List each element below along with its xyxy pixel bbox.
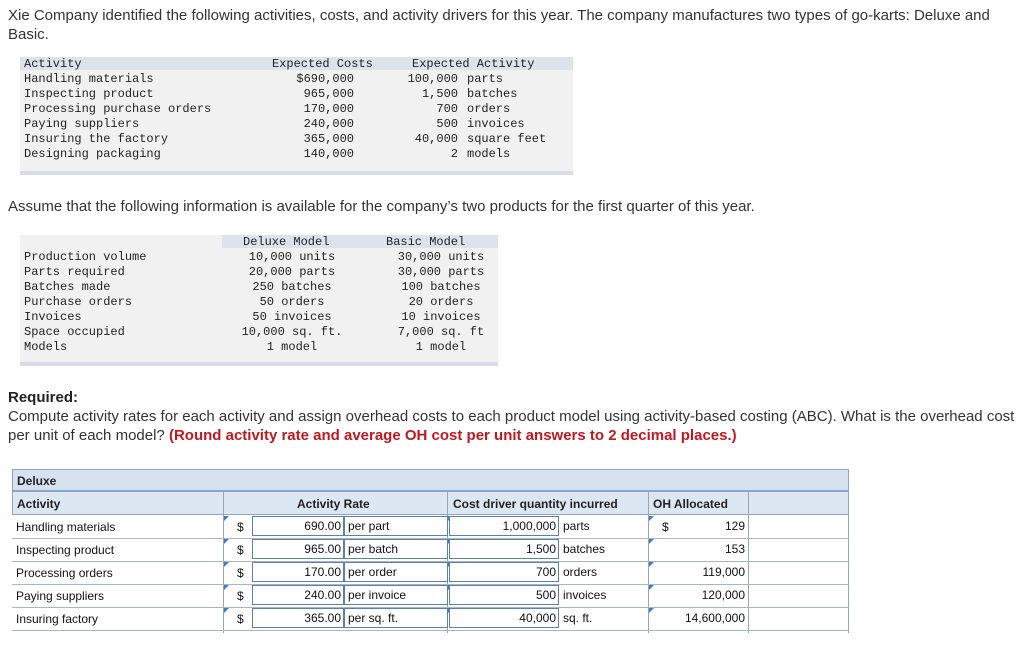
input-flag [224, 608, 229, 613]
deluxe-value: 50 orders [259, 295, 325, 309]
assume-text: Assume that the following information is available for the company’s two products for the first quarter of this year. [8, 198, 755, 215]
deluxe-value: 50 invoices [252, 310, 332, 324]
activity-rate-input[interactable]: 240.00 [252, 585, 344, 605]
basic-value: 30,000 parts [397, 265, 485, 279]
grid-divider [848, 491, 849, 633]
required-body: Compute activity rates for each activity and assign overhead costs to each product model using activity-based costing (ABC). What is the overhead cost per unit of each model? [8, 408, 1015, 444]
dollar-sign: $ [237, 566, 244, 580]
oh-allocated-input[interactable]: 120,000 [701, 588, 745, 602]
required-text [8, 407, 1018, 445]
activity-name: Paying suppliers [24, 117, 140, 131]
product-row-label: Production volume [24, 250, 147, 264]
expected-cost: 170,000 [303, 102, 354, 116]
section-title: Deluxe [17, 474, 57, 488]
activity-rate-input[interactable]: 365.00 [252, 608, 344, 628]
dollar-sign: $ [237, 589, 244, 603]
driver-quantity-input[interactable]: 500 [449, 585, 559, 605]
required-title: Required: [8, 389, 79, 406]
basic-value: 1 model [415, 340, 467, 354]
expected-unit: parts [467, 72, 504, 86]
expected-quantity: 2 [450, 147, 458, 161]
activity-rate-input[interactable]: 690.00 [252, 516, 344, 536]
activity-header: Activity [24, 57, 82, 71]
activity-name: Insuring the factory [24, 132, 169, 146]
deluxe-value: 1 model [266, 340, 318, 354]
rounding-note: (Round activity rate and average OH cost per unit answers to 2 decimal places.) [168, 427, 737, 444]
deluxe-value: 250 batches [252, 280, 332, 294]
grid-activity-label: Inspecting product [16, 543, 115, 557]
quantity-unit: parts [563, 519, 590, 533]
column-header-row [12, 491, 849, 515]
row-divider [12, 630, 849, 631]
col-rate-header: Activity Rate [297, 497, 370, 511]
product-table-bottom-rule [20, 362, 498, 366]
activity-name: Processing purchase orders [24, 102, 212, 116]
deluxe-value: 10,000 sq. ft. [241, 325, 343, 339]
driver-quantity-input[interactable]: 700 [449, 562, 559, 582]
expected-cost: 240,000 [303, 117, 354, 131]
expected-costs-header: Expected Costs [272, 57, 373, 71]
expected-quantity: 1,500 [421, 87, 458, 101]
deluxe-value: 20,000 parts [248, 265, 336, 279]
grid-activity-label: Paying suppliers [16, 589, 105, 603]
quantity-unit: invoices [563, 588, 607, 602]
rate-unit: per part [348, 519, 390, 533]
basic-value: 10 invoices [401, 310, 481, 324]
grid-divider [748, 491, 749, 633]
driver-quantity-input[interactable]: 1,500 [449, 539, 559, 559]
intro-text: Xie Company identified the following activities, costs, and activity drivers for this year. The company manufactures two types of go-karts: Deluxe and Basic. [8, 7, 990, 43]
input-flag [224, 562, 229, 567]
grid-activity-label: Processing orders [16, 566, 113, 580]
rate-unit: per invoice [348, 588, 407, 602]
expected-quantity: 700 [436, 102, 458, 116]
rate-unit: per order [348, 565, 397, 579]
input-flag [224, 585, 229, 590]
expected-quantity: 100,000 [407, 72, 458, 86]
oh-allocated-input[interactable]: 153 [724, 542, 745, 556]
expected-unit: invoices [467, 117, 525, 131]
oh-dollar-sign: $ [662, 520, 669, 534]
grid-activity-label: Insuring factory [16, 612, 99, 626]
col-qty-header: Cost driver quantity incurred [453, 497, 618, 511]
expected-unit: square feet [467, 132, 547, 146]
basic-value: 20 orders [408, 295, 474, 309]
oh-allocated-input[interactable]: 129 [724, 519, 745, 533]
product-row-label: Purchase orders [24, 295, 133, 309]
product-row-label: Space occupied [24, 325, 125, 339]
oh-allocated-input[interactable]: 14,600,000 [684, 611, 745, 625]
product-row-label: Invoices [24, 310, 82, 324]
dollar-sign: $ [237, 520, 244, 534]
rate-unit-box[interactable] [344, 585, 448, 605]
basic-model-header: Basic Model [386, 235, 466, 249]
expected-activity-header: Expected Activity [412, 57, 535, 71]
product-row-label: Parts required [24, 265, 125, 279]
product-row-label: Models [24, 340, 68, 354]
expected-unit: orders [467, 102, 511, 116]
activity-table-bottom-rule [20, 171, 573, 175]
driver-quantity-input[interactable]: 40,000 [449, 608, 559, 628]
driver-quantity-input[interactable]: 1,000,000 [449, 516, 559, 536]
expected-quantity: 500 [436, 117, 458, 131]
col-activity-header: Activity [17, 497, 61, 511]
grid-activity-label: Handling materials [16, 520, 116, 534]
rate-unit-box[interactable] [344, 516, 448, 536]
activity-name: Handling materials [24, 72, 154, 86]
expected-unit: models [467, 147, 511, 161]
expected-unit: batches [467, 87, 518, 101]
deluxe-model-header: Deluxe Model [243, 235, 330, 249]
activity-rate-input[interactable]: 170.00 [252, 562, 344, 582]
basic-value: 100 batches [401, 280, 481, 294]
rate-unit: per sq. ft. [348, 611, 399, 625]
col-oh-header: OH Allocated [653, 497, 728, 511]
input-flag [224, 539, 229, 544]
basic-value: 30,000 units [397, 250, 485, 264]
quantity-unit: orders [563, 565, 598, 579]
expected-quantity: 40,000 [414, 132, 458, 146]
section-header-deluxe [12, 469, 849, 491]
rate-unit-box[interactable] [344, 539, 448, 559]
answer-grid [12, 469, 849, 633]
expected-cost: 965,000 [303, 87, 354, 101]
expected-cost: 365,000 [303, 132, 354, 146]
activity-name: Inspecting product [24, 87, 154, 101]
rate-unit-box[interactable] [344, 608, 448, 628]
expected-cost: $690,000 [296, 72, 354, 86]
activity-rate-input[interactable]: 965.00 [252, 539, 344, 559]
rate-unit-box[interactable] [344, 562, 448, 582]
input-flag [224, 516, 229, 521]
dollar-sign: $ [237, 612, 244, 626]
product-row-label: Batches made [24, 280, 111, 294]
oh-allocated-input[interactable]: 119,000 [702, 565, 745, 579]
dollar-sign: $ [237, 543, 244, 557]
activity-name: Designing packaging [24, 147, 161, 161]
rate-unit: per batch [348, 542, 399, 556]
quantity-unit: batches [563, 542, 606, 556]
quantity-unit: sq. ft. [563, 611, 593, 625]
expected-cost: 140,000 [303, 147, 354, 161]
basic-value: 7,000 sq. ft [397, 325, 485, 339]
deluxe-value: 10,000 units [248, 250, 336, 264]
